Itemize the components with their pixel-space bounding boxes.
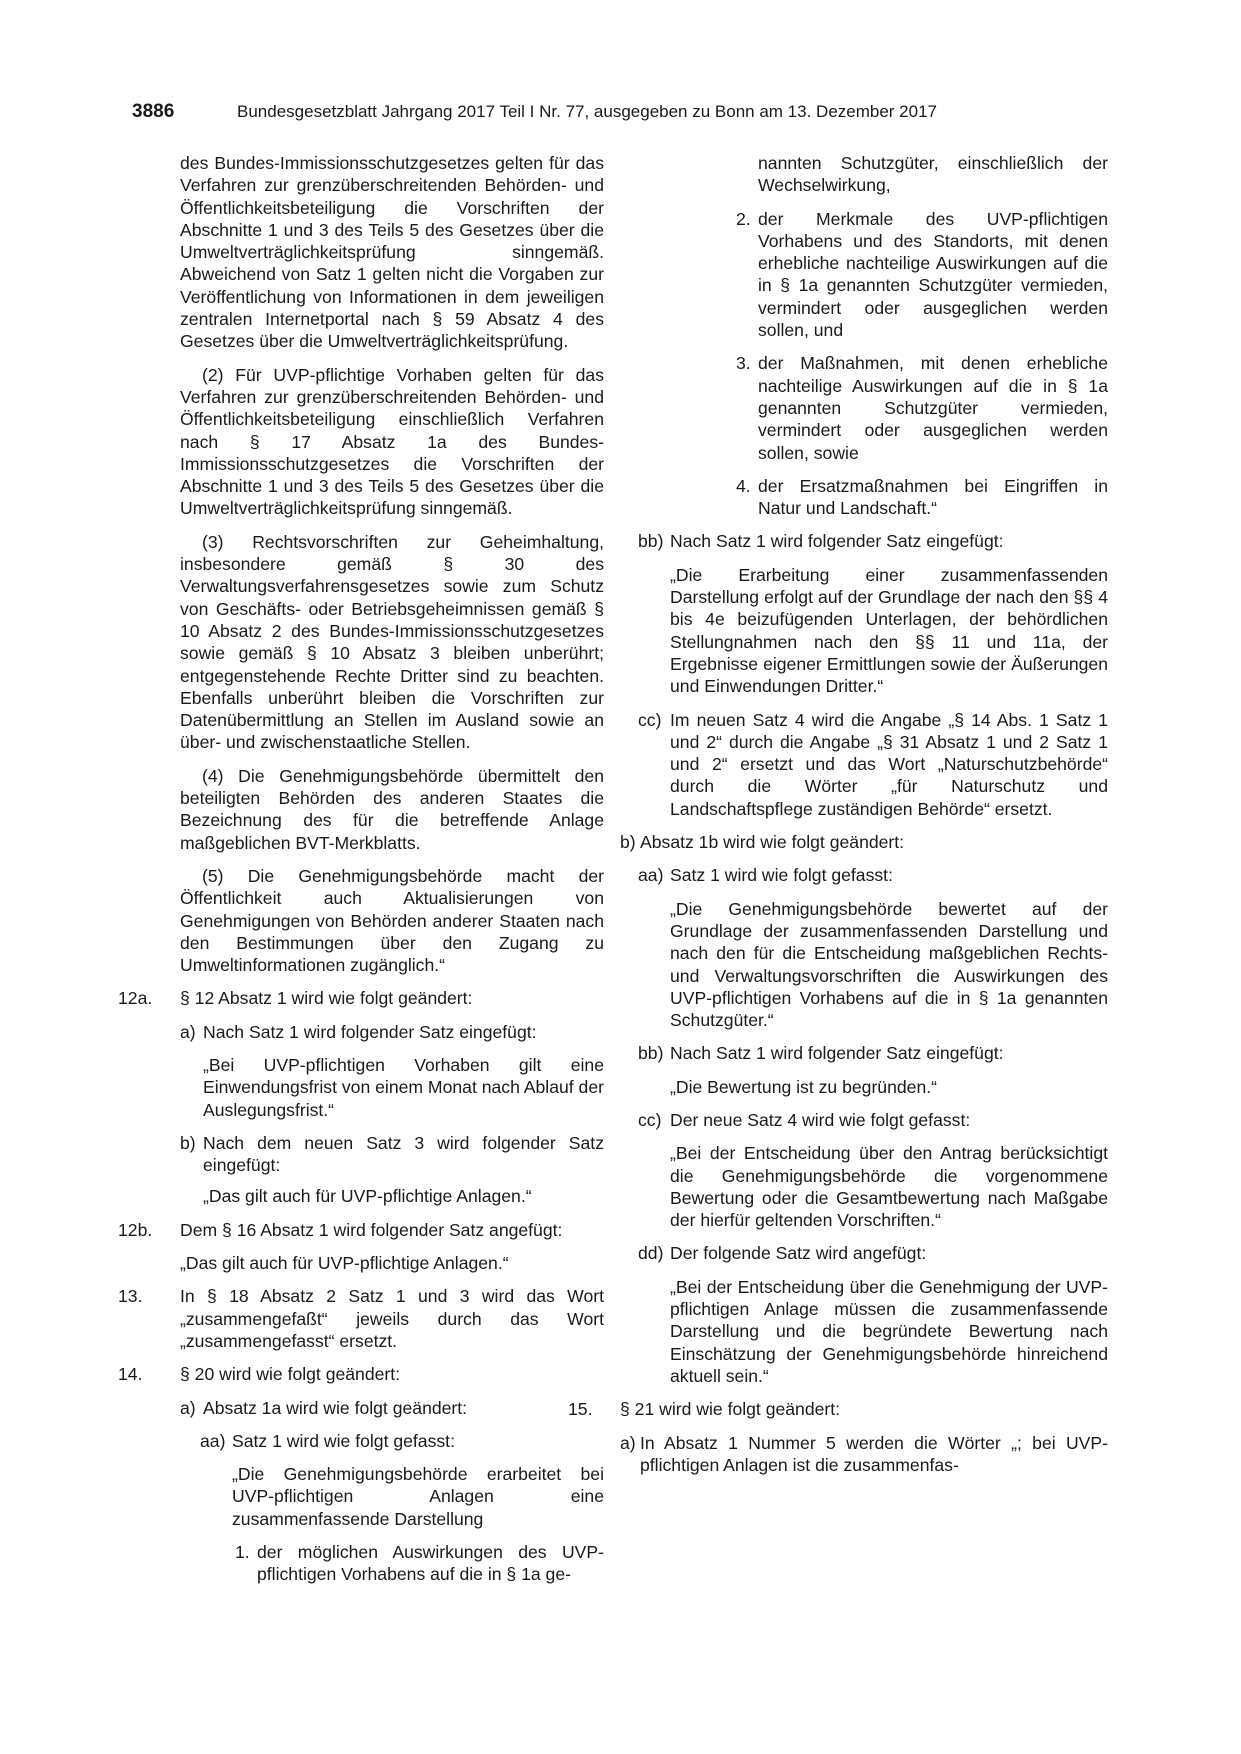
quote-text: nannten Schutzgüter, einschließlich der Wechselwirkung, bbox=[758, 153, 1108, 196]
item-marker: a) bbox=[180, 1021, 196, 1042]
item-marker: a) bbox=[180, 1397, 196, 1418]
subsubitem: bb) Nach Satz 1 wird folgender Satz eingefügt: bbox=[638, 1043, 1004, 1064]
quote-text: „Die Erarbeitung einer zusammenfassenden Darstellung erfolgt auf der Grundlage der nach den §§ 4 bis 4e beizufügenden Unterlagen, der behördlichen Stellungnahmen nach den §§ 11 und 11a, der Ergebnisse eigener Ermittlungen sowie der Äußerungen und Einwendungen Dritter.“ bbox=[670, 564, 1108, 697]
item-14: 14. § 20 wird wie folgt geändert: bbox=[118, 1364, 401, 1385]
item-marker: 15. bbox=[568, 1399, 593, 1420]
quote-text: „Bei der Entscheidung über den Antrag berücksichtigt die Genehmigungsbehörde die vorgenommene Bewertung oder die Gesamtbewertung nach Maßgabe der hierfür geltenden Vorschriften.“ bbox=[670, 1143, 1108, 1231]
item-12b: 12b. Dem § 16 Absatz 1 wird folgender Satz angefügt: bbox=[118, 1219, 563, 1240]
item-marker: 3. bbox=[736, 353, 751, 374]
item-marker: 2. bbox=[736, 208, 751, 229]
quote-text: „Die Bewertung ist zu begründen.“ bbox=[670, 1076, 937, 1097]
left-column bbox=[118, 152, 604, 1597]
quote-text: „Die Genehmigungsbehörde erarbeitet bei UVP-pflichtigen Anlagen eine zusammenfassende Darstellung bbox=[232, 1464, 604, 1529]
quote-text: „Bei der Entscheidung über die Genehmigung der UVP-pflichtigen Anlage müssen die zusammenfassende Darstellung und die begründete Bewertung nach Einschätzung der Genehmigungsbehörde hinreichend aktuell sein.“ bbox=[670, 1276, 1108, 1386]
item-marker: 1. bbox=[235, 1542, 250, 1563]
gazette-title: Bundesgesetzblatt Jahrgang 2017 Teil I Nr. 77, ausgegeben zu Bonn am 13. Dezember 2017 bbox=[237, 102, 937, 121]
item-marker: 4. bbox=[736, 475, 751, 496]
subsubitem: aa) Satz 1 wird wie folgt gefasst: bbox=[200, 1430, 455, 1451]
item-marker: 12a. bbox=[118, 988, 153, 1009]
numbered-item: 4. der Ersatzmaßnahmen bei Eingriffen in Natur und Landschaft.“ bbox=[736, 475, 1108, 519]
paragraph-5: (5) Die Genehmigungsbehörde macht der Öffentlichkeit auch Aktualisierungen von Genehmigungen von Behörden anderer Staaten nach den Bestimmungen über den Zugang zu Umweltinformationen zugänglich.“ bbox=[180, 865, 604, 976]
item-12a: 12a. § 12 Absatz 1 wird wie folgt geändert: bbox=[118, 988, 473, 1009]
subsubitem: aa) Satz 1 wird wie folgt gefasst: bbox=[638, 865, 893, 886]
item-marker: 12b. bbox=[118, 1219, 153, 1240]
paragraph-3: (3) Rechtsvorschriften zur Geheimhaltung, insbesondere gemäß § 30 des Verwaltungsverfahrensgesetzes sowie zum Schutz von Geschäfts- oder Betriebsgeheimnissen gemäß § 10 Absatz 2 des Bundes-Immissionsschutzgesetzes sowie gemäß § 10 Absatz 3 bleiben unberührt; entgegenstehende Rechte Dritter sind zu beachten. Ebenfalls unberührt bleiben die Vorschriften zur Datenübermittlung an Stellen im Ausland sowie an über- und zwischenstaatliche Stellen. bbox=[180, 531, 604, 753]
page-number: 3886 bbox=[132, 101, 175, 122]
item-marker: b) bbox=[620, 832, 636, 853]
right-column bbox=[568, 152, 1108, 1487]
item-marker: a) bbox=[620, 1432, 636, 1453]
numbered-item: 3. der Maßnahmen, mit denen erhebliche nachteilige Auswirkungen auf die in § 1a genannten Schutzgüter vermieden, vermindert oder ausgeglichen werden sollen, sowie bbox=[736, 353, 1108, 463]
paragraph: des Bundes-Immissionsschutzgesetzes gelten für das Verfahren zur grenzüberschreitenden Behörden- und Öffentlichkeitsbeteiligung die Vorschriften der Abschnitte 1 und 3 des Teils 5 des Gesetzes über die Umweltverträglichkeitsprüfung sinngemäß. Abweichend von Satz 1 gelten nicht die Vorgaben zur Veröffentlichung von Informationen in dem jeweiligen zentralen Internetportal nach § 59 Absatz 4 des Gesetzes über die Umweltverträglichkeitsprüfung. bbox=[180, 153, 604, 352]
item-marker: bb) bbox=[638, 531, 664, 552]
quote-text: „Bei UVP-pflichtigen Vorhaben gilt eine Einwendungsfrist von einem Monat nach Ablauf der Auslegungsfrist.“ bbox=[203, 1054, 604, 1120]
item-marker: bb) bbox=[638, 1043, 664, 1064]
item-marker: 13. bbox=[118, 1286, 143, 1307]
numbered-item: 1. der möglichen Auswirkungen des UVP-pflichtigen Vorhabens auf die in § 1a ge- bbox=[235, 1542, 604, 1585]
item-marker: cc) bbox=[638, 1109, 662, 1130]
numbered-item: 2. der Merkmale des UVP-pflichtigen Vorhabens und des Standorts, mit denen erhebliche nachteilige Auswirkungen auf die in § 1a genannten Schutzgüter vermieden, vermindert oder ausgeglichen werden sollen, und bbox=[736, 208, 1108, 341]
subitem: a) Nach Satz 1 wird folgender Satz eingefügt: bbox=[180, 1021, 537, 1042]
paragraph-4: (4) Die Genehmigungsbehörde übermittelt den beteiligten Behörden des anderen Staates die Bezeichnung des für die betreffende Anlage maßgeblichen BVT-Merkblatts. bbox=[180, 765, 604, 853]
subsubitem: dd) Der folgende Satz wird angefügt: bbox=[638, 1243, 927, 1264]
item-marker: aa) bbox=[638, 865, 664, 886]
item-15: 15. § 21 wird wie folgt geändert: bbox=[568, 1399, 841, 1420]
subitem: a) Absatz 1a wird wie folgt geändert: bbox=[180, 1397, 468, 1418]
subitem: b) Absatz 1b wird wie folgt geändert: bbox=[620, 832, 905, 853]
subsubitem: bb) Nach Satz 1 wird folgender Satz eingefügt: bbox=[638, 531, 1004, 552]
subsubitem: cc) Der neue Satz 4 wird wie folgt gefasst: bbox=[638, 1109, 971, 1130]
subsubitem: cc) Im neuen Satz 4 wird die Angabe „§ 14 Abs. 1 Satz 1 und 2“ durch die Angabe „§ 31 Absatz 1 und 2 Satz 1 und 2“ ersetzt und das Wort „Naturschutzbehörde“ durch die Wörter „für Naturschutz und Landschaftspflege zuständigen Behörde“ ersetzt. bbox=[638, 709, 1108, 819]
page-header bbox=[132, 100, 1112, 124]
item-13: 13. In § 18 Absatz 2 Satz 1 und 3 wird das Wort „zusammengefaßt“ jeweils durch das Wort „zusammengefasst“ ersetzt. bbox=[118, 1286, 604, 1351]
subitem: a) In Absatz 1 Nummer 5 werden die Wörter „; bei UVP-pflichtigen Anlagen ist die zusammenfas- bbox=[620, 1432, 1108, 1475]
item-marker: 14. bbox=[118, 1364, 143, 1385]
quote-text: „Das gilt auch für UVP-pflichtige Anlagen.“ bbox=[203, 1186, 532, 1207]
quote-text: „Das gilt auch für UVP-pflichtige Anlagen.“ bbox=[180, 1253, 509, 1274]
item-marker: dd) bbox=[638, 1243, 664, 1264]
item-marker: b) bbox=[180, 1132, 196, 1153]
paragraph-2: (2) Für UVP-pflichtige Vorhaben gelten für das Verfahren zur grenzüberschreitenden Behörden- und Öffentlichkeitsbeteiligung einschließlich Verfahren nach § 17 Absatz 1a des Bundes-Immissionsschutzgesetzes die Vorschriften der Abschnitte 1 und 3 des Teils 5 des Gesetzes über die Umweltverträglichkeitsprüfung sinngemäß. bbox=[180, 364, 604, 519]
subitem: b) Nach dem neuen Satz 3 wird folgender Satz eingefügt: bbox=[180, 1132, 604, 1176]
quote-text: „Die Genehmigungsbehörde bewertet auf der Grundlage der zusammenfassenden Darstellung und nach den für die Entscheidung maßgeblichen Rechts- und Verwaltungsvorschriften die Auswirkungen des UVP-pflichtigen Vorhabens auf die in § 1a genannten Schutzgüter.“ bbox=[670, 898, 1108, 1031]
item-marker: cc) bbox=[638, 709, 662, 730]
item-marker: aa) bbox=[200, 1430, 226, 1451]
